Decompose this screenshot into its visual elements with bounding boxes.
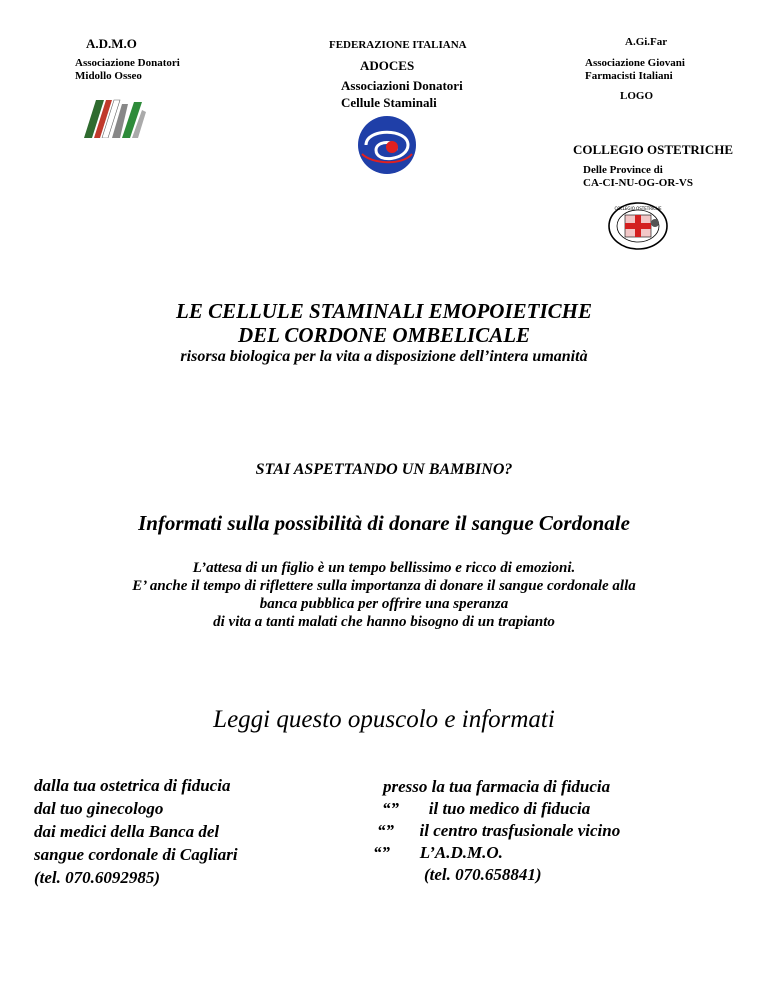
left-list-item: dalla tua ostetrica di fiducia [34, 776, 231, 795]
agifar-title: A.Gi.Far [625, 36, 668, 48]
adoces-federation: FEDERAZIONE ITALIANA [329, 39, 467, 51]
collegio-subtitle-line2: CA-CI-NU-OG-OR-VS [583, 177, 693, 189]
admo-title: A.D.M.O [86, 36, 137, 51]
admo-logo-icon [82, 98, 148, 138]
left-list [34, 774, 238, 889]
right-list-item: “” L’A.D.M.O. [373, 843, 503, 862]
right-list-item: “” il centro trasfusionale vicino [377, 821, 621, 840]
main-title-line1: LE CELLULE STAMINALI EMOPOIETICHE [176, 299, 592, 323]
agifar-subtitle-line2: Farmacisti Italiani [585, 70, 673, 82]
collegio-subtitle-line1: Delle Province di [583, 164, 663, 176]
read-heading: Leggi questo opuscolo e informati [213, 706, 555, 733]
adoces-logo-icon [352, 114, 422, 176]
adoces-title: ADOCES [360, 58, 415, 73]
intro-line-1: L’attesa di un figlio è un tempo bellissimo e ricco di emozioni. [192, 560, 576, 576]
admo-subtitle-line2: Midollo Osseo [75, 70, 142, 82]
question-heading: STAI ASPETTANDO UN BAMBINO? [255, 461, 513, 478]
right-list-item: “” il tuo medico di fiducia [382, 799, 591, 818]
collegio-title: COLLEGIO OSTETRICHE [573, 142, 734, 157]
agifar-logo-placeholder: LOGO [620, 90, 654, 102]
adoces-subtitle-line1: Associazioni Donatori [341, 78, 463, 93]
left-list-item: dai medici della Banca del [34, 822, 220, 841]
svg-text:COLLEGIO OSTETRICHE: COLLEGIO OSTETRICHE [614, 206, 662, 211]
right-list-item: (tel. 070.658841) [424, 865, 542, 884]
collegio-seal-icon [607, 201, 669, 251]
intro-line-2: E’ anche il tempo di riflettere sulla importanza di donare il sangue cordonale alla [132, 578, 636, 594]
right-list-item: presso la tua farmacia di fiducia [383, 777, 611, 796]
inform-heading: Informati sulla possibilità di donare il sangue Cordonale [138, 511, 630, 535]
intro-line-4: di vita a tanti malati che hanno bisogno di un trapianto [213, 614, 555, 630]
left-list-item: sangue cordonale di Cagliari [34, 845, 238, 864]
left-list-item: (tel. 070.6092985) [34, 868, 161, 887]
main-subtitle: risorsa biologica per la vita a disposizione dell’intera umanità [180, 348, 588, 365]
agifar-subtitle-line1: Associazione Giovani [585, 57, 685, 69]
admo-subtitle-line1: Associazione Donatori [75, 57, 180, 69]
main-title-line2: DEL CORDONE OMBELICALE [237, 323, 531, 347]
adoces-subtitle-line2: Cellule Staminali [341, 95, 437, 110]
intro-line-3: banca pubblica per offrire una speranza [259, 596, 509, 612]
left-list-item: dal tuo ginecologo [34, 799, 164, 818]
